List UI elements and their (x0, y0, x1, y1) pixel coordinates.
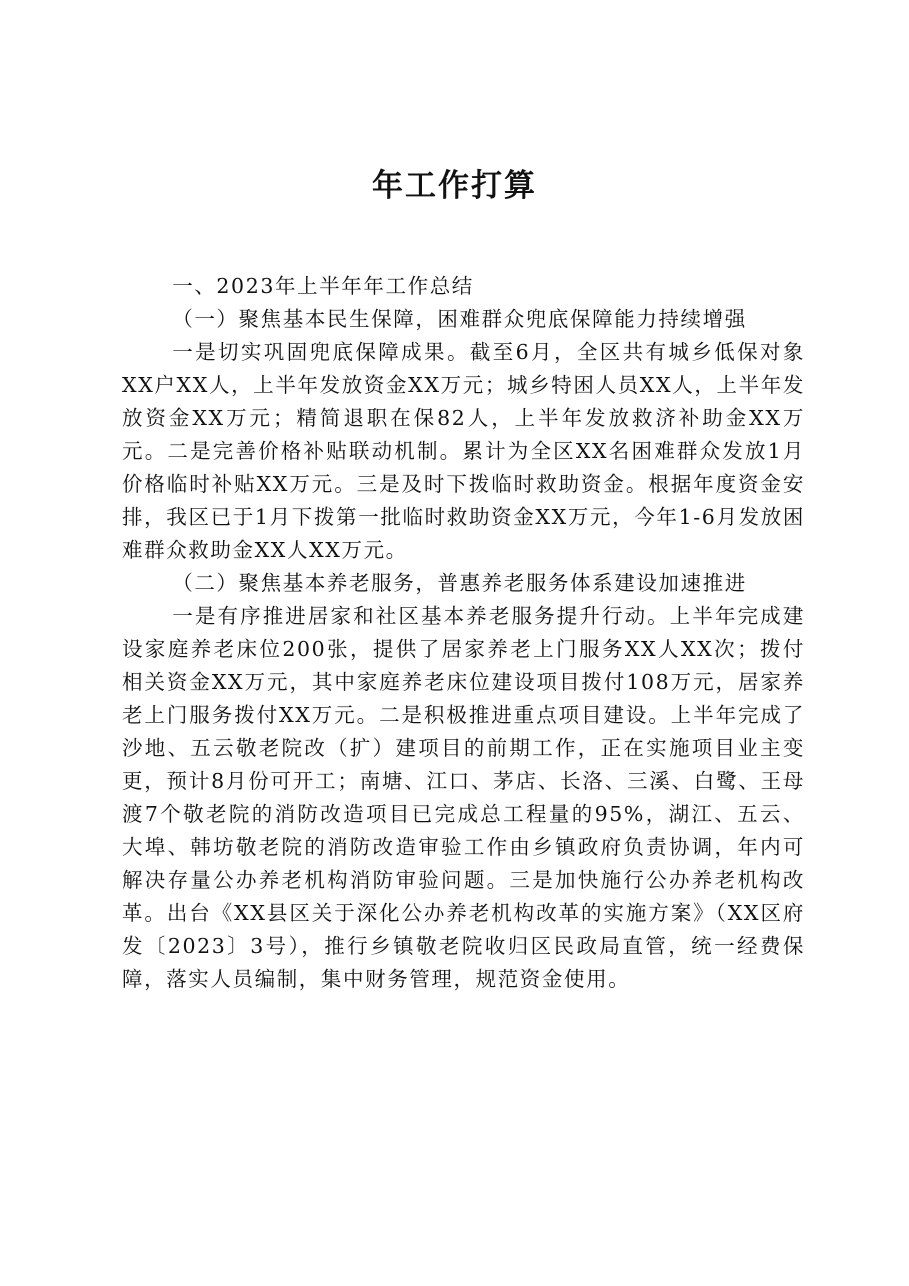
body-paragraph: 一是切实巩固兜底保障成果。截至6月，全区共有城乡低保对象XX户XX人，上半年发放资金XX万元；城乡特困人员XX人，上半年发放资金XX万元；精简退职在保82人，上半年发放救济补助金XX万元。二是完善价格补贴联动机制。累计为全区XX名困难群众发放1月价格临时补贴XX万元。三是及时下拨临时救助资金。根据年度资金安排，我区已于1月下拨第一批临时救助资金XX万元，今年1-6月发放困难群众救助金XX人XX万元。 (122, 340, 805, 562)
subsection-heading: （二）聚焦基本养老服务，普惠养老服务体系建设加速推进 (172, 571, 747, 595)
body-paragraph: 一是有序推进居家和社区基本养老服务提升行动。上半年完成建设家庭养老床位200张，提供了居家养老上门服务XX人XX次；拨付相关资金XX万元，其中家庭养老床位建设项目拨付108万元，居家养老上门服务拨付XX万元。二是积极推进重点项目建设。上半年完成了沙地、五云敬老院改（扩）建项目的前期工作，正在实施项目业主变更，预计8月份可开工；南塘、江口、茅店、长洛、三溪、白鹭、王母渡7个敬老院的消防改造项目已完成总工程量的95%，湖江、五云、大埠、韩坊敬老院的消防改造审验工作由乡镇政府负责协调，年内可解决存量公办养老机构消防审验问题。三是加快施行公办养老机构改革。出台《XX县区关于深化公办养老机构改革的实施方案》（XX区府发〔2023〕3号），推行乡镇敬老院收归区民政局直管，统一经费保障，落实人员编制，集中财务管理，规范资金使用。 (122, 604, 805, 991)
document-title: 年工作打算 (372, 168, 537, 204)
section-heading: 一、2023年上半年年工作总结 (172, 274, 474, 298)
document-body (122, 270, 805, 996)
subsection-heading: （一）聚焦基本民生保障，困难群众兜底保障能力持续增强 (172, 307, 747, 331)
